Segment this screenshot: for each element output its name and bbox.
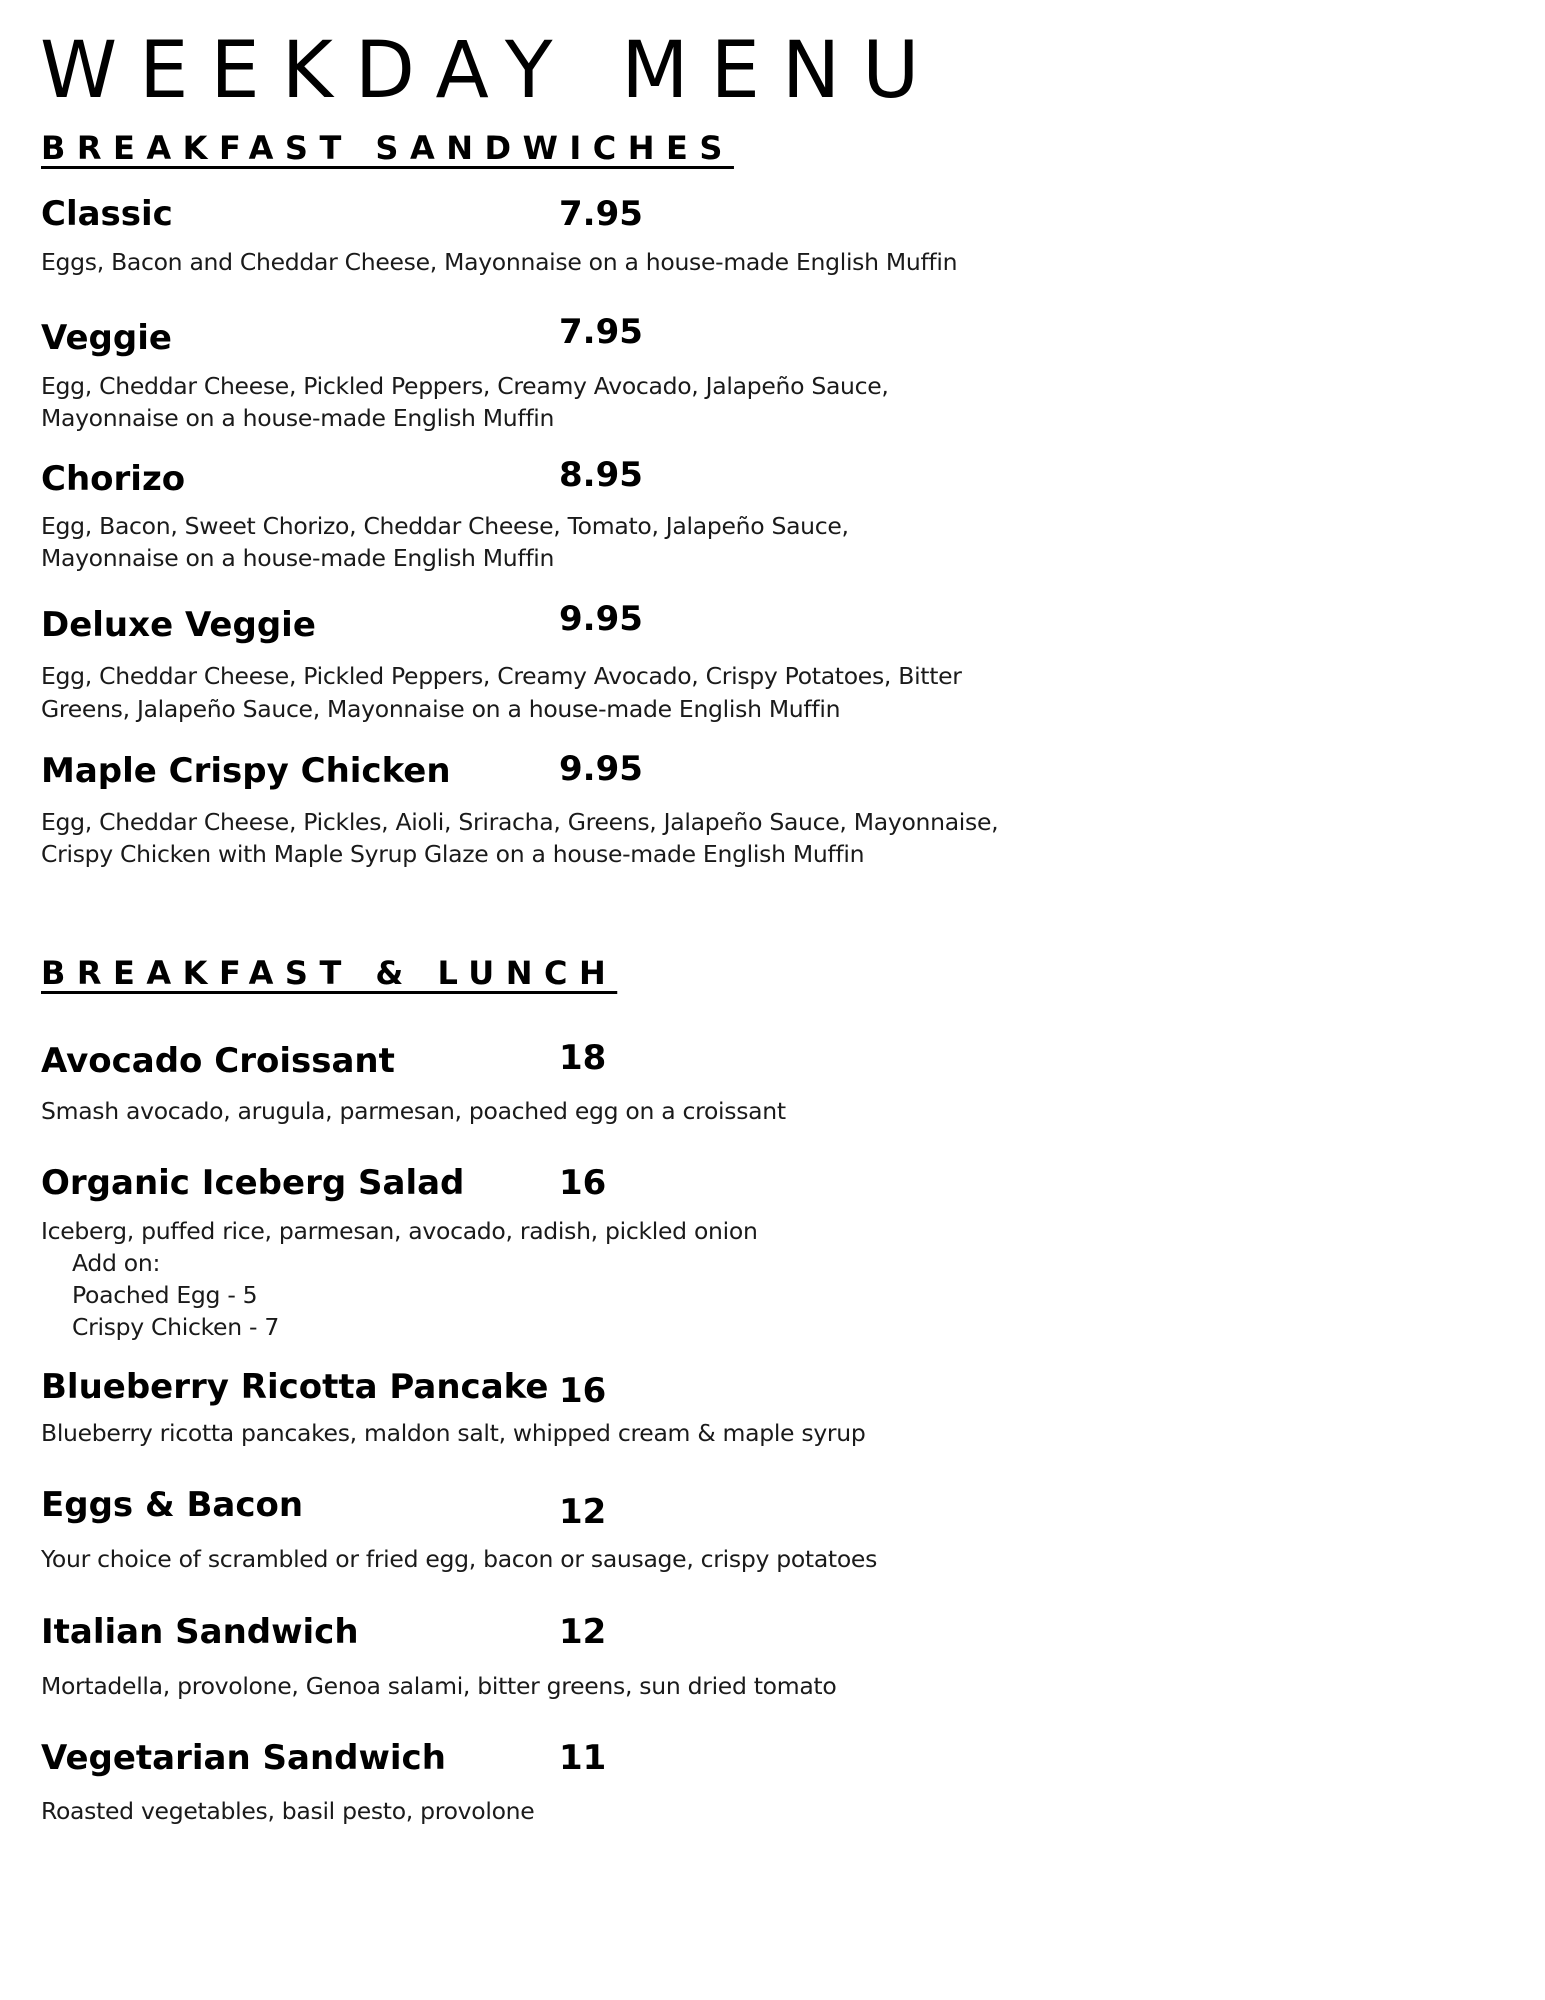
item-price-classic: 7.95 (559, 194, 643, 234)
item-description-avocado-croissant: Smash avocado, arugula, parmesan, poached egg on a croissant (41, 1097, 786, 1125)
item-price-blueberry-ricotta-pancake: 16 (559, 1371, 607, 1411)
item-name-italian-sandwich: Italian Sandwich (41, 1612, 359, 1652)
item-name-organic-iceberg-salad: Organic Iceberg Salad (41, 1163, 465, 1203)
item-description-deluxe-veggie-line-2: Greens, Jalapeño Sauce, Mayonnaise on a house-made English Muffin (41, 695, 841, 723)
item-price-chorizo: 8.95 (559, 455, 643, 495)
item-name-deluxe-veggie: Deluxe Veggie (41, 605, 316, 645)
section-heading-breakfast-lunch: BREAKFAST & LUNCH (41, 954, 618, 992)
item-name-veggie: Veggie (41, 318, 172, 358)
item-description-eggs-bacon: Your choice of scrambled or fried egg, bacon or sausage, crispy potatoes (41, 1545, 878, 1573)
item-description-veggie-line-1: Egg, Cheddar Cheese, Pickled Peppers, Creamy Avocado, Jalapeño Sauce, (41, 372, 889, 400)
item-price-veggie: 7.95 (559, 312, 643, 352)
item-description-veggie-line-2: Mayonnaise on a house-made English Muffin (41, 404, 555, 432)
item-description-italian-sandwich: Mortadella, provolone, Genoa salami, bitter greens, sun dried tomato (41, 1672, 837, 1700)
addon-crispy-chicken: Crispy Chicken - 7 (72, 1313, 279, 1341)
item-name-chorizo: Chorizo (41, 459, 186, 499)
item-price-vegetarian-sandwich: 11 (559, 1738, 607, 1778)
item-price-avocado-croissant: 18 (559, 1038, 607, 1078)
addon-poached-egg: Poached Egg - 5 (72, 1281, 258, 1309)
item-price-deluxe-veggie: 9.95 (559, 599, 643, 639)
section-heading-breakfast-sandwiches: BREAKFAST SANDWICHES (41, 129, 734, 167)
item-price-italian-sandwich: 12 (559, 1612, 607, 1652)
menu-title: WEEKDAY MENU (40, 26, 942, 116)
item-description-deluxe-veggie-line-1: Egg, Cheddar Cheese, Pickled Peppers, Creamy Avocado, Crispy Potatoes, Bitter (41, 662, 962, 690)
item-name-vegetarian-sandwich: Vegetarian Sandwich (41, 1738, 446, 1778)
item-description-maple-crispy-chicken-line-2: Crispy Chicken with Maple Syrup Glaze on a house-made English Muffin (41, 840, 865, 868)
item-description-classic: Eggs, Bacon and Cheddar Cheese, Mayonnaise on a house-made English Muffin (41, 248, 958, 276)
item-price-maple-crispy-chicken: 9.95 (559, 749, 643, 789)
item-description-maple-crispy-chicken-line-1: Egg, Cheddar Cheese, Pickles, Aioli, Sriracha, Greens, Jalapeño Sauce, Mayonnaise, (41, 808, 999, 836)
item-name-blueberry-ricotta-pancake: Blueberry Ricotta Pancake (41, 1367, 549, 1407)
addon-heading: Add on: (72, 1249, 161, 1277)
item-description-vegetarian-sandwich: Roasted vegetables, basil pesto, provolone (41, 1797, 535, 1825)
item-description-organic-iceberg-salad: Iceberg, puffed rice, parmesan, avocado, radish, pickled onion (41, 1217, 758, 1245)
item-price-organic-iceberg-salad: 16 (559, 1163, 607, 1203)
item-description-blueberry-ricotta-pancake: Blueberry ricotta pancakes, maldon salt, whipped cream & maple syrup (41, 1419, 866, 1447)
item-name-classic: Classic (41, 194, 173, 234)
item-name-maple-crispy-chicken: Maple Crispy Chicken (41, 751, 451, 791)
item-price-eggs-bacon: 12 (559, 1492, 607, 1532)
item-name-avocado-croissant: Avocado Croissant (41, 1041, 395, 1081)
item-description-chorizo-line-2: Mayonnaise on a house-made English Muffin (41, 544, 555, 572)
item-description-chorizo-line-1: Egg, Bacon, Sweet Chorizo, Cheddar Cheese, Tomato, Jalapeño Sauce, (41, 512, 849, 540)
item-name-eggs-bacon: Eggs & Bacon (41, 1485, 304, 1525)
